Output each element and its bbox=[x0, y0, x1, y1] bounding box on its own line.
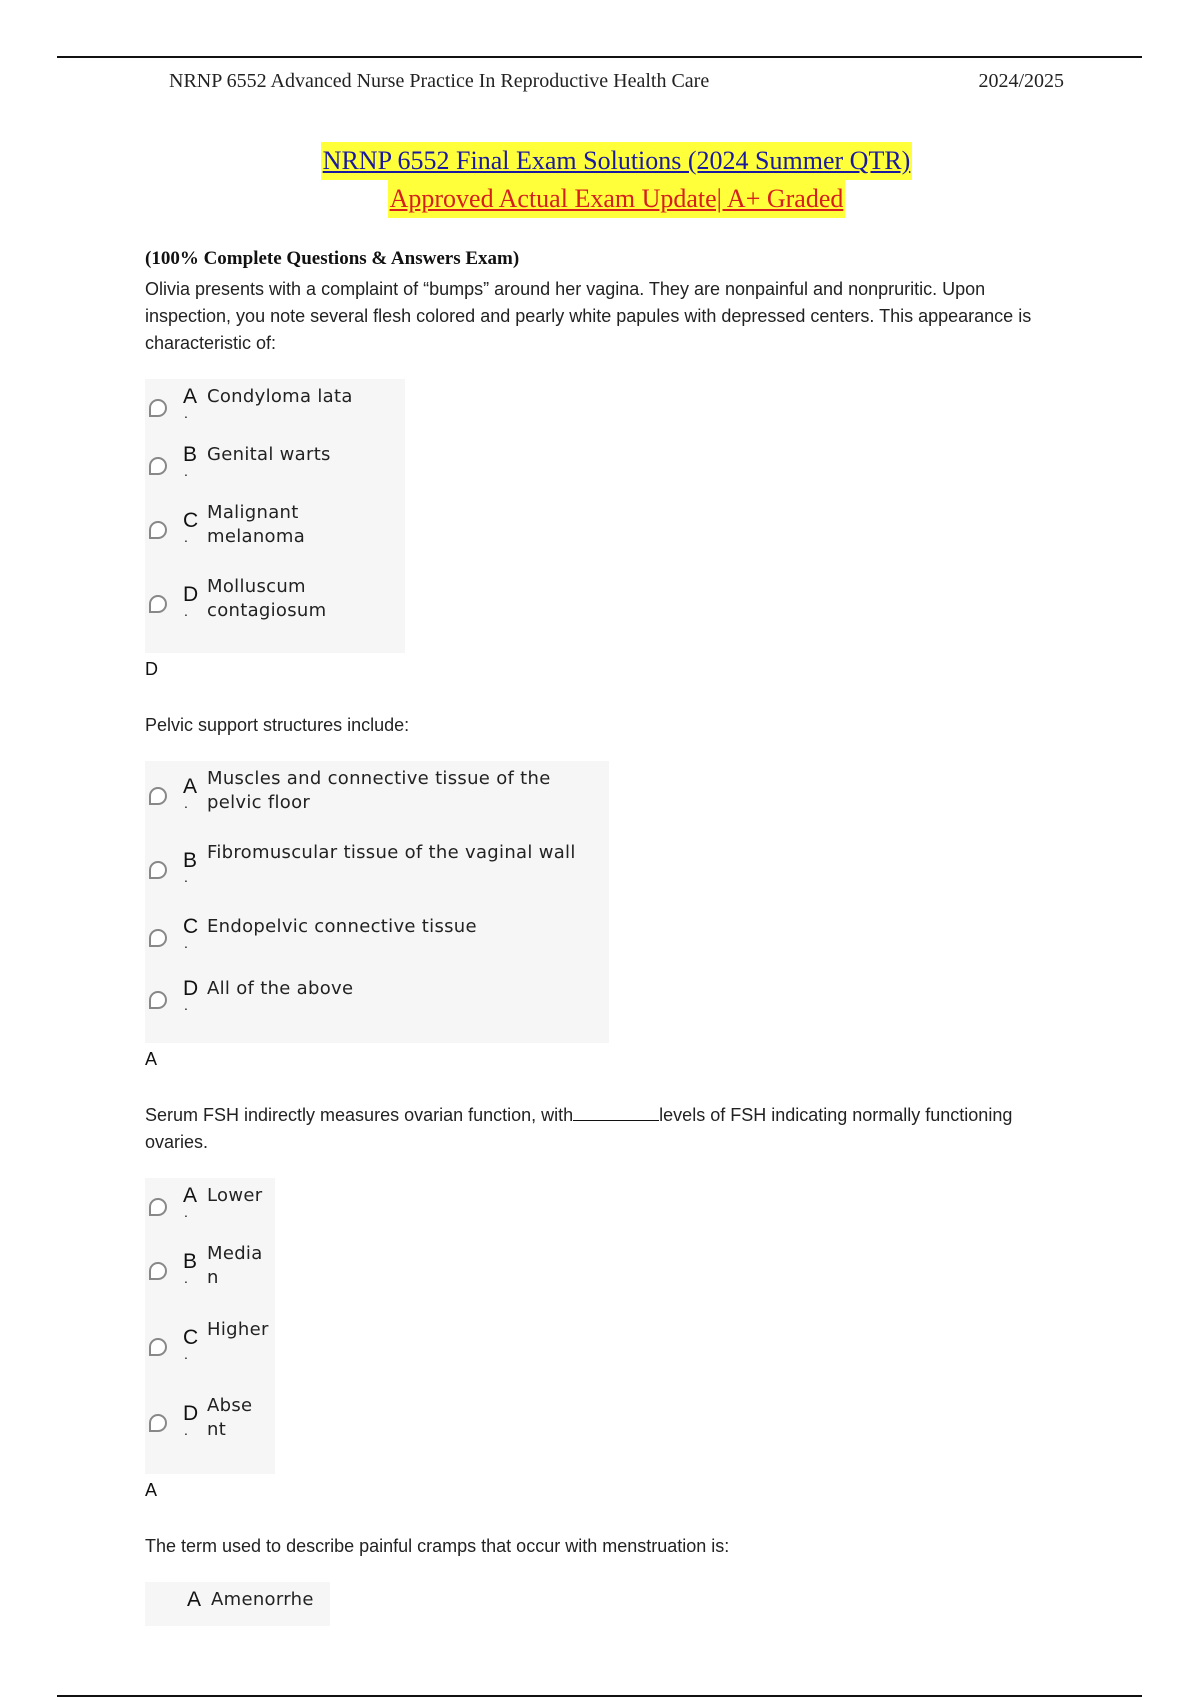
option-text: Absent bbox=[207, 1395, 253, 1440]
answer-2: A bbox=[145, 1049, 158, 1069]
title-line-2: Approved Actual Exam Update| A+ Graded bbox=[388, 180, 846, 218]
radio-icon[interactable] bbox=[149, 929, 167, 947]
option-text: Condyloma lata bbox=[207, 386, 353, 407]
option-letter: C bbox=[183, 509, 199, 532]
option-item[interactable] bbox=[145, 1586, 330, 1620]
option-item[interactable]: D . Absent bbox=[145, 1392, 275, 1468]
document-title bbox=[0, 142, 1200, 218]
option-item[interactable]: B . Genital warts bbox=[145, 441, 405, 499]
radio-icon[interactable] bbox=[149, 399, 167, 417]
question-3-text-after: levels of FSH indicating normally functioning ovaries. bbox=[145, 1105, 1013, 1152]
option-item[interactable]: C . Endopelvic connective tissue bbox=[145, 913, 609, 975]
question-4-text: The term used to describe painful cramps that occur with menstruation is: bbox=[145, 1536, 730, 1556]
radio-icon[interactable] bbox=[149, 1414, 167, 1432]
option-item[interactable]: B . Median bbox=[145, 1240, 275, 1316]
option-text: Amenorrhe bbox=[211, 1589, 314, 1610]
header-rule bbox=[57, 56, 1142, 58]
question-4-options bbox=[145, 1582, 330, 1626]
footer-rule bbox=[57, 1695, 1142, 1697]
radio-icon[interactable] bbox=[149, 595, 167, 613]
option-text: Median bbox=[207, 1243, 263, 1288]
question-3-options bbox=[145, 1178, 275, 1474]
option-text: Higher bbox=[207, 1319, 269, 1340]
option-text: All of the above bbox=[207, 978, 354, 999]
option-text: Lower bbox=[207, 1185, 263, 1206]
option-letter: C bbox=[183, 1326, 199, 1349]
answer-1: D bbox=[145, 659, 158, 679]
fill-in-blank bbox=[573, 1104, 659, 1121]
option-item[interactable]: C . Malignant melanoma bbox=[145, 499, 405, 573]
option-letter: B bbox=[183, 1250, 198, 1273]
option-letter: A bbox=[183, 385, 198, 408]
question-2-options bbox=[145, 761, 609, 1043]
radio-icon[interactable] bbox=[149, 1338, 167, 1356]
option-text: Molluscum contagiosum bbox=[207, 576, 327, 621]
title-line-1: NRNP 6552 Final Exam Solutions (2024 Summer QTR) bbox=[321, 142, 913, 180]
question-1-text: Olivia presents with a complaint of “bumps” around her vagina. They are nonpainful and nonpruritic. Upon inspection, you note several flesh colored and pearly white papules with depressed centers. This appearance is characteristic of: bbox=[145, 279, 1032, 353]
radio-icon[interactable] bbox=[149, 861, 167, 879]
option-item[interactable]: A . Lower bbox=[145, 1182, 275, 1240]
question-3-text-before: Serum FSH indirectly measures ovarian function, with bbox=[145, 1105, 574, 1125]
option-letter: B bbox=[183, 443, 198, 466]
option-text: Malignant melanoma bbox=[207, 502, 306, 547]
course-name: NRNP 6552 Advanced Nurse Practice In Reproductive Health Care bbox=[169, 70, 710, 92]
radio-icon[interactable] bbox=[149, 991, 167, 1009]
option-item[interactable]: C . Higher bbox=[145, 1316, 275, 1392]
option-letter: A bbox=[187, 1588, 202, 1611]
radio-icon[interactable] bbox=[149, 521, 167, 539]
exam-subtitle: (100% Complete Questions & Answers Exam) bbox=[145, 248, 520, 269]
option-text: Muscles and connective tissue of the pelvic floor bbox=[207, 768, 551, 813]
question-1-options bbox=[145, 379, 405, 653]
option-item[interactable]: B . Fibromuscular tissue of the vaginal wall bbox=[145, 839, 609, 913]
radio-icon[interactable] bbox=[149, 1262, 167, 1280]
academic-year: 2024/2025 bbox=[978, 70, 1064, 92]
page-header bbox=[169, 70, 1064, 100]
option-letter: A bbox=[183, 1184, 198, 1207]
radio-icon[interactable] bbox=[149, 457, 167, 475]
radio-icon[interactable] bbox=[149, 1198, 167, 1216]
option-letter: D bbox=[183, 977, 199, 1000]
question-3-text bbox=[145, 1102, 1075, 1156]
exam-content bbox=[145, 248, 1075, 1626]
option-text: Fibromuscular tissue of the vaginal wall bbox=[207, 842, 576, 863]
option-item[interactable]: A . Muscles and connective tissue of the pelvic floor bbox=[145, 765, 609, 839]
option-letter: A bbox=[183, 775, 198, 798]
question-2-text: Pelvic support structures include: bbox=[145, 715, 410, 735]
option-letter: D bbox=[183, 1402, 199, 1425]
option-letter: B bbox=[183, 849, 198, 872]
answer-3: A bbox=[145, 1480, 158, 1500]
option-text: Genital warts bbox=[207, 444, 331, 465]
option-item[interactable]: D . All of the above bbox=[145, 975, 609, 1037]
option-item[interactable]: A . Condyloma lata bbox=[145, 383, 405, 441]
radio-icon[interactable] bbox=[149, 787, 167, 805]
option-letter: D bbox=[183, 583, 199, 606]
option-text: Endopelvic connective tissue bbox=[207, 916, 477, 937]
option-item[interactable]: D . Molluscum contagiosum bbox=[145, 573, 405, 647]
option-letter: C bbox=[183, 915, 199, 938]
